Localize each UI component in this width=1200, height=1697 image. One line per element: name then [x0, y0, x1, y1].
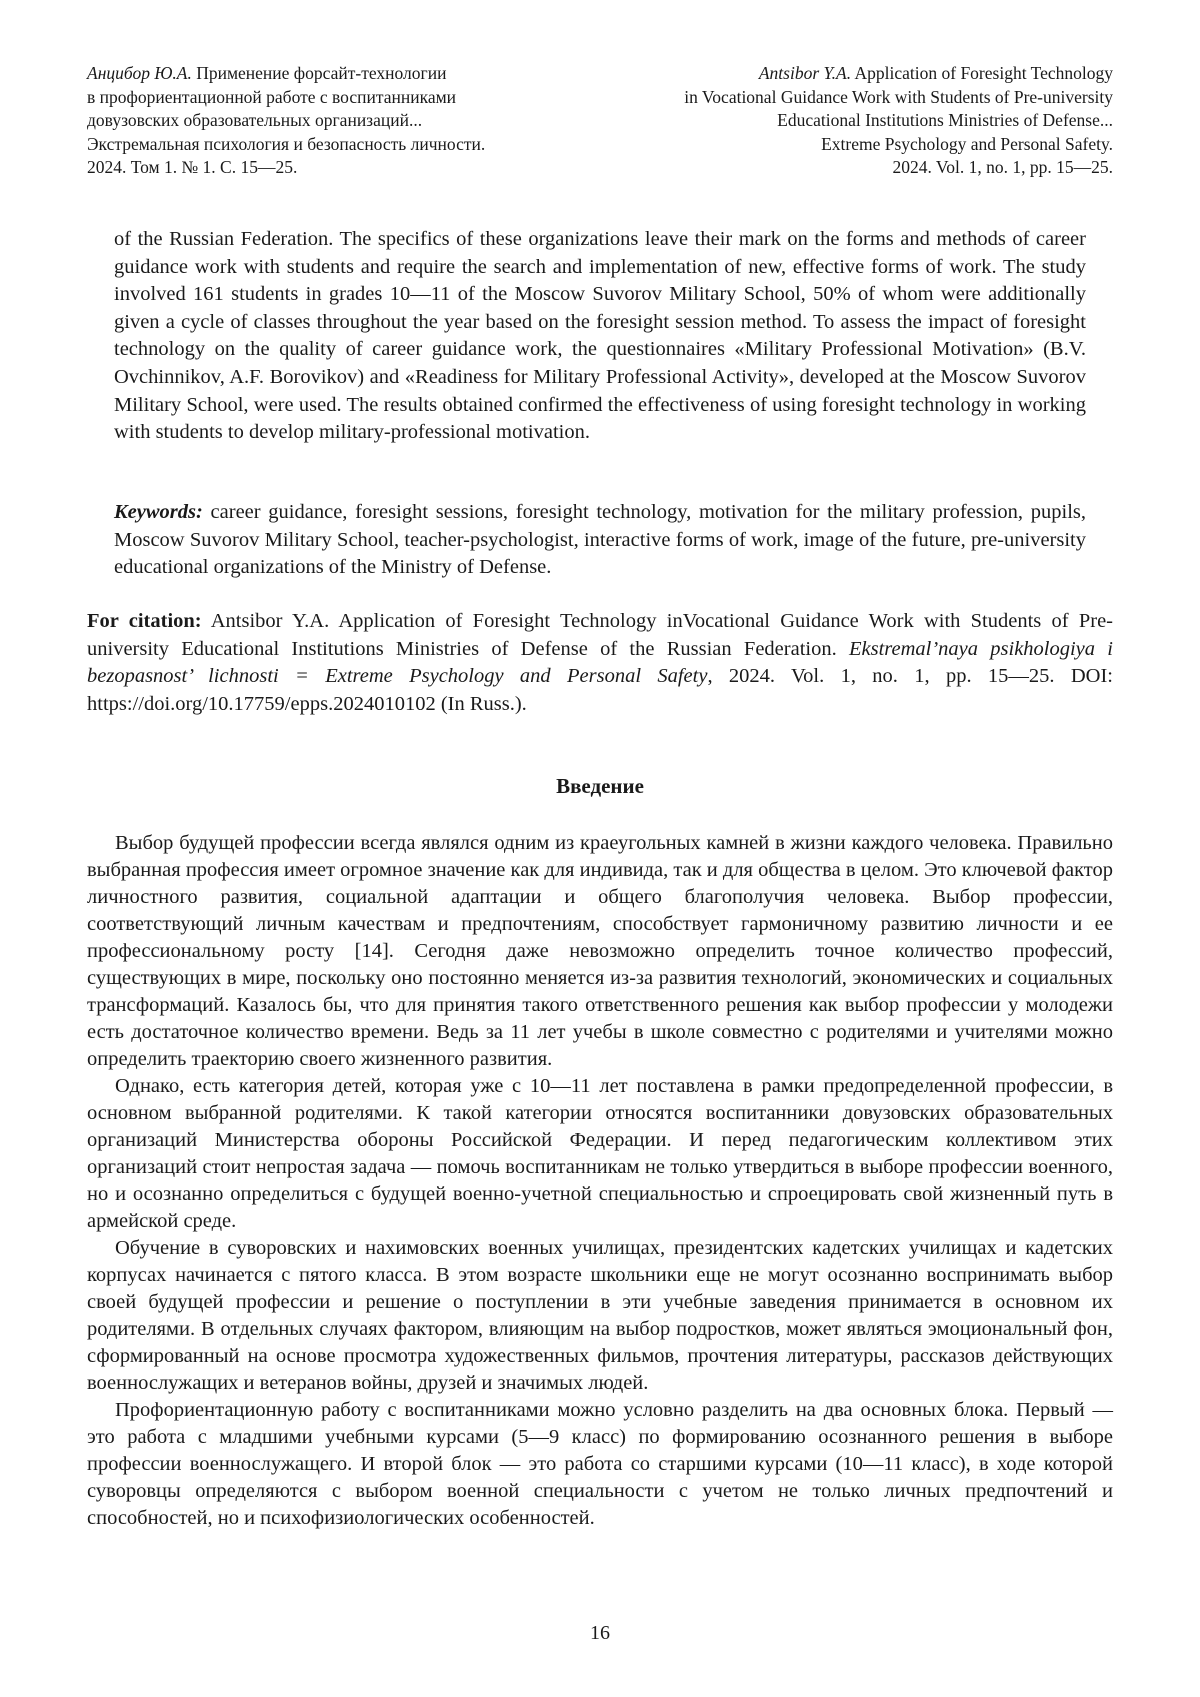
header-ru-line1: [87, 62, 607, 86]
citation-text-after: , 2024. Vol. 1, no. 1, pp. 15—25. DOI: https://doi.org/10.17759/epps.2024010102 (In Russ.).: [87, 665, 1113, 715]
section-title: Введение: [556, 774, 644, 798]
page-number: 16: [590, 1622, 610, 1644]
header-english: [573, 62, 1113, 180]
header-en-journal: Extreme Psychology and Personal Safety.: [821, 133, 1113, 154]
header-ru-journal: Экстремальная психология и безопасность личности.: [87, 133, 486, 154]
keywords-paragraph: [114, 499, 1086, 582]
header-en-title2: in Vocational Guidance Work with Students of Pre-university: [684, 86, 1113, 107]
body-text: [87, 830, 1113, 1532]
keywords: [114, 499, 1086, 582]
keywords-label: Keywords:: [114, 501, 203, 523]
abstract-text: of the Russian Federation. The specifics of these organizations leave their mark on the forms and methods of career guidance work with students and require the search and implementation of new, effective forms of work. The study involved 161 students in grades 10—11 of the Moscow Suvorov Military School, 50% of whom were additionally given a cycle of classes throughout the year based on the foresight session method. To assess the impact of foresight technology on the quality of career guidance work, the questionnaires «Military Professional Motivation» (B.V. Ovchinnikov, A.F. Borovikov) and «Readiness for Military Professional Activity», developed at the Moscow Suvorov Military School, were used. The results obtained confirmed the effectiveness of using foresight technology in working with students to develop military-professional motivation.: [114, 228, 1086, 444]
body-paragraph-1: Выбор будущей профессии всегда являлся одним из краеугольных камней в жизни каждого человека. Правильно выбранная профессия имеет огромное значение как для индивида, так и для общества в целом. Это ключевой фактор личностного развития, социальной адаптации и общего благополучия человека. Выбор профессии, соответствующий личным качествам и предпочтениям, способствует гармоничному развитию личности и ее профессиональному росту [14]. Сегодня даже невозможно определить точное количество профессий, существующих в мире, поскольку оно постоянно меняется из-за развития технологий, экономических и социальных трансформаций. Казалось бы, что для принятия такого ответственного решения как выбор профессии у молодежи есть достаточное количество времени. Ведь за 11 лет учебы в школе совместно с родителями и учителями можно определить траекторию своего жизненного развития.: [87, 832, 1113, 1070]
body-paragraph-2: Однако, есть категория детей, которая уже с 10—11 лет поставлена в рамки предопределенной профессии, в основном выбранной родителями. К такой категории относятся воспитанники довузовских образовательных организаций Министерства обороны Российской Федерации. И перед педагогическим коллективом этих организаций стоит непростая задача — помочь воспитанникам не только утвердиться в выборе профессии военного, но и осознанно определиться с будущей военно-учетной специальностью и спроецировать свой жизненный путь в армейской среде.: [87, 1075, 1113, 1232]
header-en-author: Antsibor Y.A.: [758, 63, 852, 83]
header-en-volume: 2024. Vol. 1, no. 1, pp. 15—25.: [892, 157, 1113, 177]
citation-paragraph: [87, 608, 1113, 718]
citation-journal: Ekstremal’naya psikhologiya i bezopasnost’ lichnosti = Extreme Psychology and Personal Safety: [87, 637, 1113, 688]
keywords-text: career guidance, foresight sessions, foresight technology, motivation for the military profession, pupils, Moscow Suvorov Military School, teacher-psychologist, interactive forms of work, image of the future, pre-university educational organizations of the Ministry of Defense.: [114, 501, 1086, 579]
abstract: [114, 226, 1086, 447]
header-ru-title2: в профориентационной работе с воспитанниками: [87, 86, 457, 107]
citation: [87, 608, 1113, 718]
header-ru-author: Анцибор Ю.А.: [87, 63, 192, 83]
header-russian: [87, 62, 607, 180]
header-ru-title3: довузовских образовательных организаций...: [87, 110, 423, 130]
header-ru-title1: Применение форсайт-технологии: [191, 63, 447, 83]
body-paragraph-3: Обучение в суворовских и нахимовских военных училищах, президентских кадетских училищах и кадетских корпусах начинается с пятого класса. В этом возрасте школьники еще не могут осознанно воспринимать выбор своей будущей профессии и решение о поступлении в эти учебные заведения принимается в основном их родителями. В отдельных случаях фактором, влияющим на выбор подростков, может являться эмоциональный фон, сформированный на основе просмотра художественных фильмов, прочтения литературы, рассказов действующих военнослужащих и ветеранов войны, друзей и значимых людей.: [87, 1237, 1113, 1394]
body-paragraph-4: Профориентационную работу с воспитанниками можно условно разделить на два основных блока. Первый — это работа с младшими учебными курсами (5—9 класс) по формированию осознанного решения в выборе профессии военнослужащего. И второй блок — это работа со старшими курсами (10—11 класс), в ходе которой суворовцы определяются с выбором военной специальности с учетом не только личных предпочтений и способностей, но и психофизиологических особенностей.: [87, 1399, 1113, 1529]
header-ru-volume: 2024. Том 1. № 1. С. 15—25.: [87, 157, 298, 177]
citation-label: For citation:: [87, 610, 202, 632]
header-en-line1: [573, 62, 1113, 86]
header-en-title1: Application of Foresight Technology: [851, 63, 1113, 83]
header-en-title3: Educational Institutions Ministries of Defense...: [777, 110, 1113, 130]
citation-text-before: Antsibor Y.A. Application of Foresight Technology inVocational Guidance Work with Students of Pre-university Educational Institutions Ministries of Defense of the Russian Federation.: [87, 610, 1113, 660]
